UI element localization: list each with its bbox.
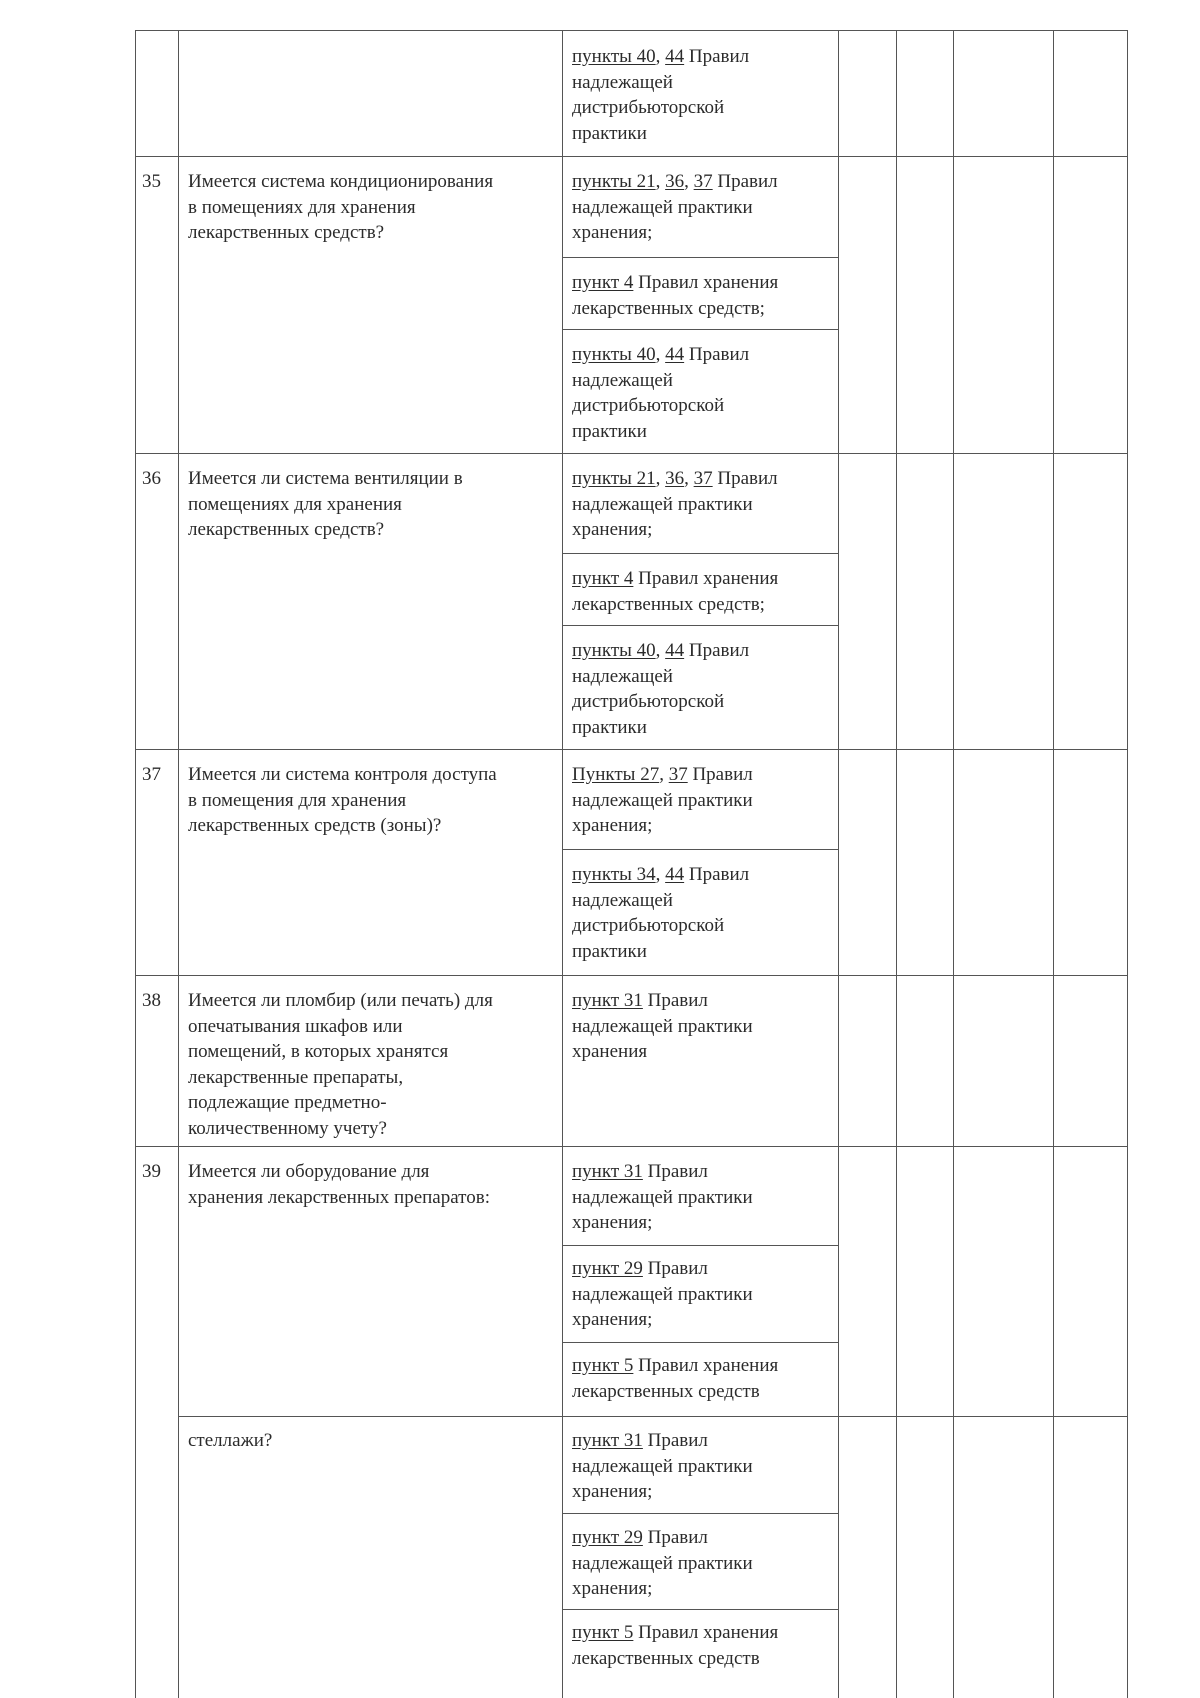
text-line: пункты 40, 44 Правил	[572, 640, 750, 661]
reference-cell	[572, 1428, 817, 1505]
text-line: хранения лекарственных препаратов:	[188, 1186, 490, 1208]
text-line: лекарственных средств	[572, 1380, 760, 1402]
text-line: надлежащей практики	[572, 1455, 753, 1477]
ref-separator	[562, 625, 839, 626]
reference-link[interactable]: Пункты 27	[572, 764, 660, 785]
text-line: хранения;	[572, 1578, 653, 1599]
text-line: дистрибьюторской	[572, 97, 725, 118]
question-text	[188, 988, 553, 1141]
text-line: надлежащей практики	[572, 1186, 753, 1208]
text-line: хранения;	[572, 815, 653, 836]
text-line: хранения;	[572, 519, 653, 540]
row-number: 37	[142, 764, 161, 785]
row-separator	[135, 1146, 1128, 1147]
row-number: 35	[142, 171, 161, 192]
text-line: хранения;	[572, 222, 653, 243]
ref-separator	[562, 1342, 839, 1343]
text-line: лекарственных средств;	[572, 297, 765, 319]
text-line: надлежащей практики	[572, 196, 753, 218]
text-line: лекарственные препараты,	[188, 1066, 404, 1088]
text-line: Имеется ли система вентиляции в	[188, 468, 463, 489]
reference-link[interactable]: 36	[665, 171, 685, 192]
text-line: количественному учету?	[188, 1117, 387, 1139]
text-line: надлежащей практики	[572, 789, 753, 811]
reference-link[interactable]: пункт 4	[572, 272, 634, 293]
sub-row-separator	[178, 1416, 1128, 1417]
text-line: хранения;	[572, 1212, 653, 1233]
text-line: лекарственных средств (зоны)?	[188, 815, 442, 836]
row-separator	[135, 749, 1128, 750]
reference-link[interactable]: 37	[668, 764, 688, 785]
reference-link[interactable]: пункт 29	[572, 1258, 643, 1279]
text-line: надлежащей практики	[572, 1283, 753, 1305]
reference-link[interactable]: 44	[665, 46, 685, 67]
table-column-divider	[838, 30, 839, 1698]
ref-separator	[562, 553, 839, 554]
table-border-left	[135, 30, 136, 1698]
text-line: пункт 31 Правил	[572, 990, 708, 1011]
ref-separator	[562, 1513, 839, 1514]
reference-link[interactable]: пункты 21	[572, 468, 656, 489]
text-line: пункт 5 Правил хранения	[572, 1355, 779, 1376]
reference-link[interactable]: пункт 31	[572, 990, 643, 1011]
text-line: лекарственных средств	[572, 1647, 760, 1669]
text-line: дистрибьюторской	[572, 691, 725, 712]
reference-cell	[572, 1525, 817, 1602]
table-column-divider	[1053, 30, 1054, 1698]
text-line: пункты 40, 44 Правил	[572, 46, 750, 67]
text-line: пункт 31 Правил	[572, 1430, 708, 1451]
reference-cell	[572, 638, 817, 740]
text-line: Пункты 27, 37 Правил	[572, 764, 753, 785]
text-line: дистрибьюторской	[572, 915, 725, 936]
question-text	[188, 466, 553, 543]
reference-cell	[572, 270, 817, 321]
reference-link[interactable]: 44	[665, 640, 685, 661]
text-line: лекарственных средств?	[188, 222, 385, 243]
reference-cell	[572, 1159, 817, 1236]
reference-cell	[572, 1353, 817, 1404]
reference-cell	[572, 762, 817, 839]
reference-cell	[572, 862, 817, 964]
text-line: Имеется ли система контроля доступа	[188, 764, 497, 785]
row-number: 39	[142, 1161, 161, 1182]
row-number: 36	[142, 468, 161, 489]
reference-link[interactable]: пункт 5	[572, 1355, 634, 1376]
question-text	[188, 169, 553, 246]
text-line: подлежащие предметно-	[188, 1092, 387, 1113]
text-line: пункт 29 Правил	[572, 1258, 708, 1279]
reference-cell	[572, 1256, 817, 1333]
text-line: опечатывания шкафов или	[188, 1015, 403, 1037]
text-line: лекарственных средств?	[188, 519, 385, 540]
ref-separator	[562, 329, 839, 330]
reference-cell	[572, 1620, 817, 1671]
question-text	[188, 1159, 553, 1210]
reference-link[interactable]: пункты 40	[572, 344, 656, 365]
text-line: пункт 5 Правил хранения	[572, 1622, 779, 1643]
text-line: Имеется ли пломбир (или печать) для	[188, 990, 493, 1011]
text-line: практики	[572, 940, 647, 962]
text-line: пункт 4 Правил хранения	[572, 272, 779, 293]
table-column-divider	[896, 30, 897, 1698]
reference-link[interactable]: пункт 5	[572, 1622, 634, 1643]
ref-separator	[562, 1245, 839, 1246]
reference-cell	[572, 342, 817, 444]
reference-link[interactable]: 37	[693, 171, 713, 192]
text-line: пункты 40, 44 Правил	[572, 344, 750, 365]
text-line: Имеется ли оборудование для	[188, 1161, 430, 1182]
reference-link[interactable]: пункт 29	[572, 1527, 643, 1548]
text-line: в помещения для хранения	[188, 789, 407, 811]
reference-link[interactable]: пункт 31	[572, 1161, 643, 1182]
text-line: пункты 21, 36, 37 Правил	[572, 468, 778, 489]
row-separator	[135, 156, 1128, 157]
text-line: помещений, в которых хранятся	[188, 1041, 449, 1062]
text-line: надлежащей практики	[572, 1015, 753, 1037]
row-separator	[135, 453, 1128, 454]
reference-cell	[572, 566, 817, 617]
reference-link[interactable]: 36	[665, 468, 685, 489]
text-line: надлежащей	[572, 369, 673, 391]
text-line: надлежащей практики	[572, 1552, 753, 1574]
question-text	[188, 1428, 553, 1454]
text-line: хранения;	[572, 1481, 653, 1502]
text-line: стеллажи?	[188, 1430, 273, 1451]
text-line: надлежащей	[572, 889, 673, 911]
text-line: дистрибьюторской	[572, 395, 725, 416]
text-line: практики	[572, 122, 647, 144]
reference-link[interactable]: пункт 31	[572, 1430, 643, 1451]
ref-separator	[562, 257, 839, 258]
text-line: в помещениях для хранения	[188, 196, 416, 218]
table-column-divider	[953, 30, 954, 1698]
text-line: хранения;	[572, 1309, 653, 1330]
table-border-right	[1127, 30, 1128, 1698]
text-line: практики	[572, 420, 647, 442]
reference-link[interactable]: пункт 4	[572, 568, 634, 589]
text-line: помещениях для хранения	[188, 493, 402, 515]
row-separator	[135, 975, 1128, 976]
text-line: надлежащей	[572, 665, 673, 687]
table-border-top	[135, 30, 1128, 31]
text-line: пункты 34, 44 Правил	[572, 864, 750, 885]
text-line: надлежащей	[572, 71, 673, 93]
text-line: пункт 29 Правил	[572, 1527, 708, 1548]
text-line: пункт 4 Правил хранения	[572, 568, 779, 589]
text-line: пункт 31 Правил	[572, 1161, 708, 1182]
table-column-divider	[562, 30, 563, 1698]
text-line: надлежащей практики	[572, 493, 753, 515]
question-text	[188, 762, 553, 839]
reference-link[interactable]: пункты 40	[572, 640, 656, 661]
reference-cell	[572, 988, 817, 1065]
reference-link[interactable]: 44	[665, 864, 685, 885]
reference-link[interactable]: 44	[665, 344, 685, 365]
reference-cell	[572, 169, 817, 246]
text-line: лекарственных средств;	[572, 593, 765, 615]
text-line: практики	[572, 716, 647, 738]
ref-separator	[562, 849, 839, 850]
ref-separator	[562, 1609, 839, 1610]
reference-link[interactable]: пункты 40	[572, 46, 656, 67]
reference-link[interactable]: 37	[693, 468, 713, 489]
reference-link[interactable]: пункты 34	[572, 864, 656, 885]
reference-link[interactable]: пункты 21	[572, 171, 656, 192]
row-number: 38	[142, 990, 161, 1011]
reference-cell	[572, 466, 817, 543]
reference-cell	[572, 44, 817, 146]
text-line: пункты 21, 36, 37 Правил	[572, 171, 778, 192]
text-line: Имеется система кондиционирования	[188, 171, 494, 192]
text-line: хранения	[572, 1041, 648, 1062]
table-column-divider	[178, 30, 179, 1698]
